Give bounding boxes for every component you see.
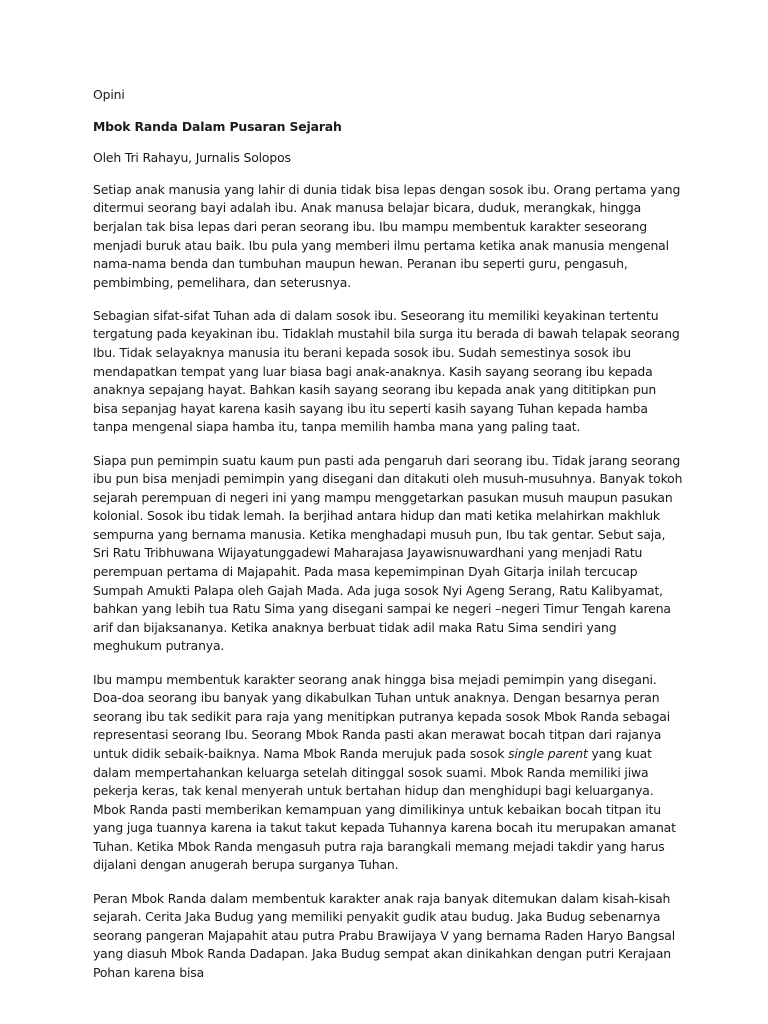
paragraph-4 [93, 671, 683, 876]
paragraph-1: Setiap anak manusia yang lahir di dunia tidak bisa lepas dengan sosok ibu. Orang pertama yang ditermui seorang bayi adalah ibu. Anak manusa belajar bicara, duduk, merangkak, hingga berjalan tak bisa lepas dari peran seorang ibu. Ibu mampu membentuk karakter seseorang menjadi buruk atau baik. Ibu pula yang memberi ilmu pertama ketika anak manusia mengenal nama-nama benda dan tumbuhan maupun hewan. Peranan ibu seperti guru, pengasuh, pembimbing, pemelihara, dan seterusnya. [93, 181, 681, 290]
section-label: Opini [93, 87, 125, 102]
paragraph-3: Siapa pun pemimpin suatu kaum pun pasti ada pengaruh dari seorang ibu. Tidak jarang seorang ibu pun bisa menjadi pemimpin yang disegani dan ditakuti oleh musuh-musuhnya. Banyak tokoh sejarah perempuan di negeri ini yang mampu menggetarkan pasukan musuh maupun pasukan kolonial. Sosok ibu tidak lemah. Ia berjihad antara hidup dan mati ketika melahirkan makhluk sempurna yang bernama manusia. Ketika menghadapi musuh pun, Ibu tak gentar. Sebut saja, Sri Ratu Tribhuwana Wijayatunggadewi Maharajasa Jayawisnuwardhani yang menjadi Ratu perempuan pertama di Majapahit. Pada masa kepemimpinan Dyah Gitarja inilah tercucap Sumpah Amukti Palapa oleh Gajah Mada. Ada juga sosok Nyi Ageng Serang, Ratu Kalibyamat, bahkan yang lebih tua Ratu Sima yang disegani sampai ke negeri –negeri Timur Tengah karena arif dan bijaksananya. Ketika anaknya berbuat tidak adil maka Ratu Sima sendiri yang meghukum putranya. [93, 452, 683, 654]
paragraph-4-italic-term: single parent [508, 745, 588, 761]
paragraph-5: Peran Mbok Randa dalam membentuk karakter anak raja banyak ditemukan dalam kisah-kisah sejarah. Cerita Jaka Budug yang memiliki penyakit gudik atau budug. Jaka Budug sebenarnya seorang pangeran Majapahit atau putra Prabu Brawijaya V yang bernama Raden Haryo Bangsal yang diasuh Mbok Randa Dadapan. Jaka Budug sempat akan dinikahkan dengan putri Kerajaan Pohan karena bisa [93, 890, 676, 980]
document-page [93, 86, 683, 997]
paragraph-4-part-2: yang kuat dalam mempertahankan keluarga setelah ditinggal sosok suami. Mbok Randa memiliki jiwa pekerja keras, tak kenal menyerah untuk bertahan hidup dan menghidupi bagi keluarganya. Mbok Randa pasti memberikan kemampuan yang dimilikinya untuk kebaikan bocah titpan itu yang juga tuannya karena ia takut takut kepada Tuhannya karena bocah itu merupakan amanat Tuhan. Ketika Mbok Randa mengasuh putra raja barangkali memang mejadi takdir yang harus dijalani dengan anugerah berupa surganya Tuhan. [93, 745, 676, 873]
paragraph-2: Sebagian sifat-sifat Tuhan ada di dalam sosok ibu. Seseorang itu memiliki keyakinan tertentu tergatung pada keyakinan ibu. Tidaklah mustahil bila surga itu berada di bawah telapak seorang Ibu. Tidak selayaknya manusia itu berani kepada sosok ibu. Sudah semestinya sosok ibu mendapatkan tempat yang luar biasa bagi anak-anaknya. Kasih sayang seorang ibu kepada anaknya sepajang hayat. Bahkan kasih sayang seorang ibu kepada anak yang dititipkan pun bisa sepanjag hayat karena kasih sayang ibu itu seperti kasih sayang Tuhan kepada hamba tanpa mengenal siapa hamba itu, tanpa memilih hamba mana yang paling taat. [93, 307, 680, 435]
byline: Oleh Tri Rahayu, Jurnalis Solopos [93, 150, 291, 166]
paragraph-4-part-1: Ibu mampu membentuk karakter seorang anak hingga bisa mejadi pemimpin yang disegani. Doa-doa seorang ibu banyak yang dikabulkan Tuhan untuk anaknya. Dengan besarnya peran seorang ibu tak sedikit para raja yang menitipkan putranya kepada sosok Mbok Randa sebagai representasi seorang Ibu. Seorang Mbok Randa pasti akan merawat bocah titpan dari rajanya untuk didik sebaik-baiknya. Nama Mbok Randa merujuk pada sosok [93, 671, 671, 761]
article-title: Mbok Randa Dalam Pusaran Sejarah [93, 118, 342, 134]
